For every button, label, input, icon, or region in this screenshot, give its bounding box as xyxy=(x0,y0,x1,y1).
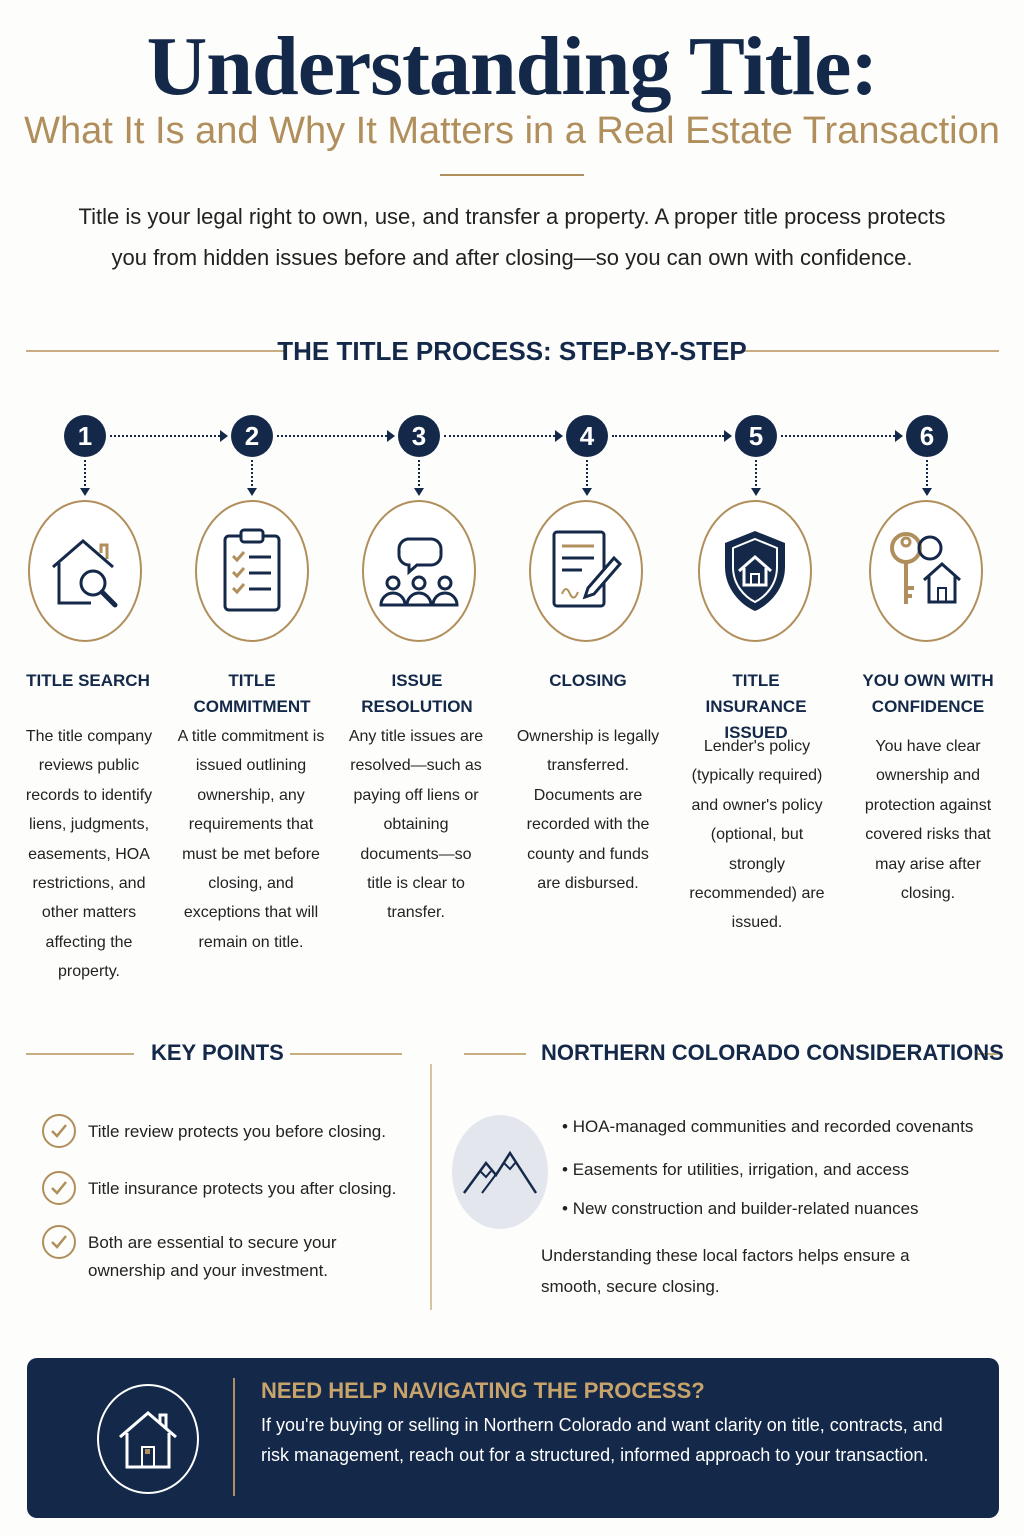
key-points-rule-right xyxy=(290,1053,402,1055)
drop-arrow-5 xyxy=(751,488,761,496)
connector-4-5 xyxy=(612,435,724,437)
document-signing-icon xyxy=(548,528,624,614)
step-4-title: CLOSING xyxy=(549,671,627,690)
house-icon xyxy=(116,1407,180,1471)
key-house-icon xyxy=(884,528,968,614)
step-3-title: ISSUE RESOLUTION xyxy=(361,671,473,716)
step-number-4: 4 xyxy=(566,415,608,457)
step-4-description: Ownership is legally transferred. Documents are recorded with the county and funds are disbursed. xyxy=(516,728,660,893)
step-6-description: You have clear ownership and protection against covered risks that may arise after closing. xyxy=(864,738,992,903)
drop-line-5 xyxy=(755,460,757,490)
cta-icon-circle xyxy=(97,1384,199,1494)
connector-5-6 xyxy=(781,435,895,437)
intro-paragraph: Title is your legal right to own, use, and transfer a property. A proper title process protects you from hidden issues before and after closing—so you can own with confidence. xyxy=(78,204,946,270)
nc-list-item: • New construction and builder-related nuances xyxy=(562,1199,919,1218)
step-2-title: TITLE COMMITMENT xyxy=(193,671,311,716)
northern-colorado-header xyxy=(440,1038,1024,1072)
nc-rule-left xyxy=(464,1053,526,1055)
northern-colorado-heading: NORTHERN COLORADO CONSIDERATIONS xyxy=(541,1040,1004,1065)
step-6-title: YOU OWN WITH CONFIDENCE xyxy=(862,671,994,716)
step-1-icon-circle xyxy=(28,500,142,642)
arrow-5-6 xyxy=(895,430,903,442)
cta-text: If you're buying or selling in Northern Colorado and want clarity on title, contracts, and risk management, reach out for a structured, informed approach to your transaction. xyxy=(261,1415,943,1465)
step-2-description: A title commitment is issued outlining ownership, any requirements that must be met before closing, and exceptions that will remain on title. xyxy=(177,728,325,951)
key-point-text: Title insurance protects you after closing. xyxy=(88,1179,397,1198)
step-1-description: The title company reviews public records to identify liens, judgments, easements, HOA restrictions, and other matters affecting the property. xyxy=(25,728,153,981)
nc-list-text: HOA-managed communities and recorded covenants xyxy=(572,1117,974,1136)
column-divider xyxy=(430,1064,432,1310)
arrow-2-3 xyxy=(387,430,395,442)
nc-list-text: New construction and builder-related nuances xyxy=(572,1199,919,1218)
check-icon xyxy=(42,1114,76,1148)
drop-line-2 xyxy=(251,460,253,490)
clipboard-checklist-icon xyxy=(217,526,287,616)
drop-line-1 xyxy=(84,460,86,490)
drop-arrow-6 xyxy=(922,488,932,496)
drop-arrow-4 xyxy=(582,488,592,496)
drop-arrow-1 xyxy=(80,488,90,496)
key-point-text: Both are essential to secure your ownership and your investment. xyxy=(88,1233,337,1280)
step-number-5: 5 xyxy=(735,415,777,457)
drop-arrow-2 xyxy=(247,488,257,496)
mountain-icon-circle xyxy=(452,1115,548,1229)
arrow-3-4 xyxy=(555,430,563,442)
step-number-2: 2 xyxy=(231,415,273,457)
mountain-icon xyxy=(460,1147,540,1197)
nc-note: Understanding these local factors helps ensure a smooth, secure closing. xyxy=(541,1246,910,1296)
cta-title: NEED HELP NAVIGATING THE PROCESS? xyxy=(261,1378,705,1403)
key-points-header xyxy=(0,1038,430,1072)
cta-accent-bar xyxy=(233,1378,235,1496)
step-3-description: Any title issues are resolved—such as paying off liens or obtaining documents—so title is clear to transfer. xyxy=(348,728,484,922)
connector-2-3 xyxy=(277,435,387,437)
key-points-rule-left xyxy=(26,1053,134,1055)
drop-line-6 xyxy=(926,460,928,490)
key-point-text: Title review protects you before closing. xyxy=(88,1122,386,1141)
connector-3-4 xyxy=(444,435,555,437)
drop-arrow-3 xyxy=(414,488,424,496)
step-5-title: TITLE INSURANCE ISSUED xyxy=(705,671,807,742)
drop-line-4 xyxy=(586,460,588,490)
step-5-icon-circle xyxy=(698,500,812,642)
arrow-4-5 xyxy=(724,430,732,442)
connector-1-2 xyxy=(110,435,220,437)
key-points-heading: KEY POINTS xyxy=(151,1040,284,1065)
step-1-title: TITLE SEARCH xyxy=(26,671,150,690)
step-number-6: 6 xyxy=(906,415,948,457)
step-number-1: 1 xyxy=(64,415,106,457)
step-6-icon-circle xyxy=(869,500,983,642)
step-2-icon-circle xyxy=(195,500,309,642)
page-title: Understanding Title: xyxy=(146,20,878,113)
house-search-icon xyxy=(45,531,125,611)
process-section-header xyxy=(0,334,1024,370)
people-discussion-icon xyxy=(377,531,461,611)
arrow-1-2 xyxy=(220,430,228,442)
drop-line-3 xyxy=(418,460,420,490)
step-5-description: Lender's policy (typically required) and owner's policy (optional, but strongly recommended) are issued. xyxy=(689,738,825,932)
page-subtitle: What It Is and Why It Matters in a Real Estate Transaction xyxy=(24,110,1000,152)
subtitle-divider xyxy=(440,174,584,176)
step-4-icon-circle xyxy=(529,500,643,642)
check-icon xyxy=(42,1225,76,1259)
nc-list-text: Easements for utilities, irrigation, and access xyxy=(572,1160,910,1179)
step-number-3: 3 xyxy=(398,415,440,457)
nc-list-item: • Easements for utilities, irrigation, and access xyxy=(562,1160,910,1179)
step-3-icon-circle xyxy=(362,500,476,642)
shield-house-icon xyxy=(719,527,791,615)
cta-banner xyxy=(27,1358,999,1518)
nc-list-item: • HOA-managed communities and recorded covenants xyxy=(562,1117,974,1136)
process-heading: THE TITLE PROCESS: STEP-BY-STEP xyxy=(277,336,747,366)
check-icon xyxy=(42,1171,76,1205)
